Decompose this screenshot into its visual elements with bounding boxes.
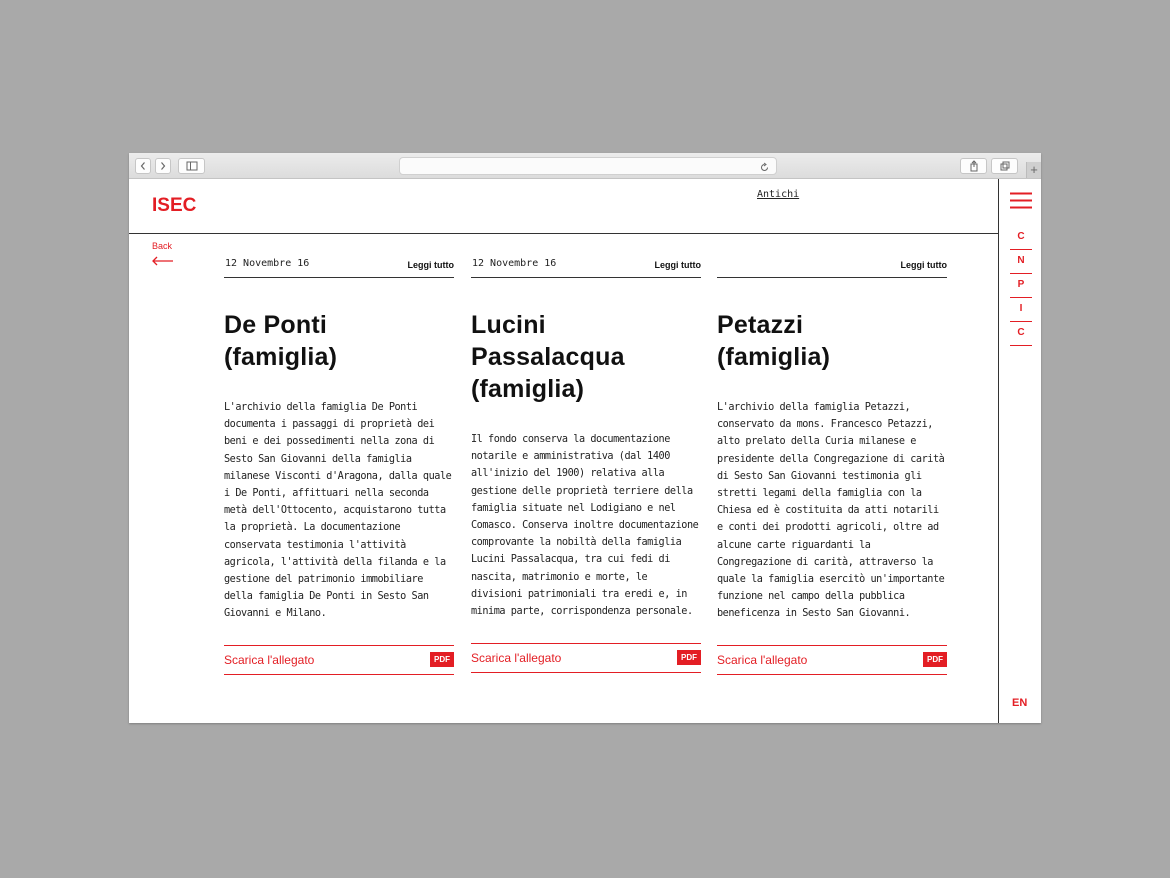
card-header (224, 234, 454, 278)
pdf-badge: PDF (923, 652, 947, 667)
card-title (717, 309, 947, 373)
side-nav-item-c2[interactable]: C (1010, 323, 1032, 346)
side-nav (1010, 227, 1032, 347)
chevron-right-icon[interactable] (155, 158, 171, 174)
side-nav-item-n[interactable]: N (1010, 251, 1032, 274)
download-attachment[interactable] (717, 645, 947, 675)
card-date: 12 Novembre 16 (225, 258, 310, 269)
archive-card (471, 234, 701, 665)
page-content (129, 179, 1041, 723)
sidebar-icon[interactable] (178, 158, 205, 174)
download-attachment[interactable] (471, 643, 701, 673)
arrow-left-icon (152, 253, 174, 271)
tabs-icon[interactable] (991, 158, 1018, 174)
chevron-left-icon[interactable] (135, 158, 151, 174)
card-description: L'archivio della famiglia De Ponti documenta i passaggi di proprietà dei beni e dei possedimenti nella zona di Sesto San Giovanni della famiglia milanese Visconti d'Aragona, dalla quale i De Ponti, affittuari nella seconda metà dell'Ottocento, acquistarono tutta la proprietà. La documentazione conservata testimonia l'attività agricola, l'attività della filanda e la gestione del patrimonio immobiliare della famiglia De Ponti in Sesto San Giovanni e Milano. (224, 402, 452, 620)
back-label: Back (152, 241, 173, 251)
download-label: Scarica l'allegato (717, 653, 808, 667)
reload-icon[interactable] (759, 160, 770, 178)
side-nav-item-p[interactable]: P (1010, 275, 1032, 298)
pdf-badge: PDF (677, 650, 701, 665)
hamburger-menu-icon[interactable] (1010, 192, 1032, 214)
nav-link-antichi[interactable]: Antichi (757, 189, 800, 200)
card-title-line: Petazzi (717, 311, 804, 339)
side-nav-item-i[interactable]: I (1010, 299, 1032, 322)
side-nav-item-c1[interactable]: C (1010, 227, 1032, 250)
side-divider (998, 179, 999, 723)
card-title-line: (famiglia) (471, 375, 585, 403)
download-label: Scarica l'allegato (224, 653, 315, 667)
language-switch[interactable]: EN (1012, 697, 1028, 709)
card-title-line: (famiglia) (224, 343, 338, 371)
card-title-line: De Ponti (224, 311, 327, 339)
archive-card (717, 234, 947, 667)
card-title (224, 309, 454, 373)
card-title-line: (famiglia) (717, 343, 831, 371)
card-description: Il fondo conserva la documentazione notarile e amministrativa (dal 1400 all'inizio del 1900) relativa alla gestione delle proprietà terriere della famiglia situate nel Lodigiano e nel Comasco. Conserva inoltre documentazione comprovante la nobiltà della famiglia Lucini Passalacqua, tra cui fedi di nascita, matrimonio e morte, le divisioni patrimoniali tra eredi e, in minima parte, corrispondenza personale. (471, 434, 699, 618)
browser-window (129, 153, 1041, 723)
card-title-line: Lucini (471, 311, 546, 339)
download-attachment[interactable] (224, 645, 454, 675)
pdf-badge: PDF (430, 652, 454, 667)
card-title (471, 309, 701, 405)
address-bar[interactable] (399, 157, 777, 175)
site-logo[interactable]: ISEC (152, 195, 197, 216)
card-header (717, 234, 947, 278)
browser-toolbar (129, 153, 1041, 179)
download-label: Scarica l'allegato (471, 651, 562, 665)
archive-card (224, 234, 454, 667)
share-icon[interactable] (960, 158, 987, 174)
read-more-link[interactable]: Leggi tutto (900, 260, 947, 270)
card-title-line: Passalacqua (471, 343, 625, 371)
card-description: L'archivio della famiglia Petazzi, conservato da mons. Francesco Petazzi, alto prelato della Curia milanese e presidente della Congregazione di carità di Sesto San Giovanni testimonia gli stretti legami della famiglia con la Chiesa ed è costituita da atti notarili e conti dei prodotti agricoli, oltre ad alcune carte riguardanti la Congregazione di carità, attraverso la quale la famiglia esercitò un'importante funzione nel campo della pubblica beneficenza in Sesto San Giovanni. (717, 402, 945, 620)
card-date: 12 Novembre 16 (472, 258, 557, 269)
back-link[interactable] (152, 241, 174, 271)
new-tab-button[interactable]: + (1026, 162, 1041, 178)
card-header (471, 234, 701, 278)
read-more-link[interactable]: Leggi tutto (654, 260, 701, 270)
read-more-link[interactable]: Leggi tutto (407, 260, 454, 270)
